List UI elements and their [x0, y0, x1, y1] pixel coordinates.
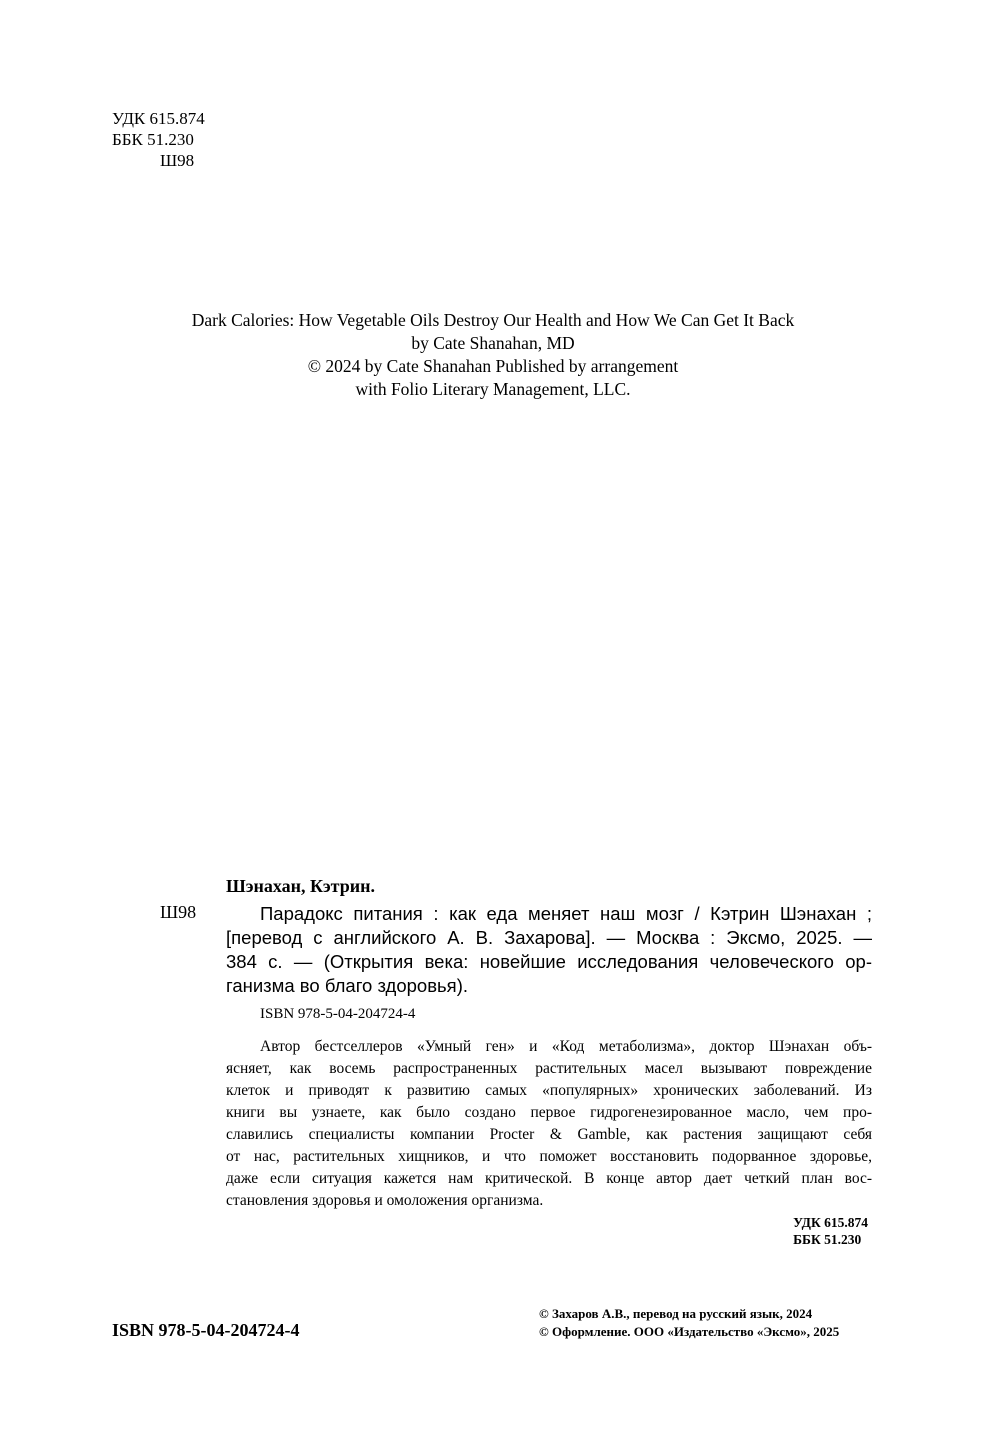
catalog-bbk: ББК 51.230: [793, 1232, 862, 1247]
annotation-line: клеток и приводят к развитию самых «популярных» хронических заболеваний. Из: [226, 1082, 872, 1099]
udk-code: УДК 615.874: [112, 109, 205, 128]
annotation-line: славились специалисты компании Procter & Gamble, как растения защищают себя: [226, 1126, 872, 1143]
annotation-line: от нас, растительных хищников, и что поможет восстановить подорванное здоровье,: [226, 1148, 872, 1165]
catalog-udk: УДК 615.874: [793, 1215, 868, 1230]
annotation-line: книги вы узнаете, как было создано первое гидрогенезированное масло, чем про-: [226, 1104, 872, 1121]
bbk-code: ББК 51.230: [112, 130, 194, 149]
catalog-author-code: Ш98: [160, 902, 197, 922]
author-sign-code: Ш98: [160, 151, 195, 170]
catalog-author-heading: Шэнахан, Кэтрин.: [226, 876, 375, 896]
annotation-line: ясняет, как восемь распространенных растительных масел вызывают повреждение: [226, 1060, 872, 1077]
annotation-line: Автор бестселлеров «Умный ген» и «Код метаболизма», доктор Шэнахан объ-: [260, 1038, 872, 1055]
description-line: ганизма во благо здоровья).: [226, 975, 468, 996]
annotation: [226, 1036, 872, 1212]
catalog-isbn: ISBN 978-5-04-204724-4: [260, 1006, 416, 1022]
classification-block: [112, 108, 205, 171]
description-line: Парадокс питания : как еда меняет наш мозг / Кэтрин Шэнахан ;: [260, 903, 872, 924]
original-author: by Cate Shanahan, MD: [411, 333, 575, 353]
original-title: Dark Calories: How Vegetable Oils Destroy Our Health and How We Can Get It Back: [191, 310, 795, 330]
catalog-description: [226, 902, 872, 998]
original-copyright: © 2024 by Cate Shanahan Published by arrangement: [307, 356, 679, 376]
literary-agency: with Folio Literary Management, LLC.: [355, 379, 631, 399]
footer-isbn: ISBN 978-5-04-204724-4: [112, 1320, 300, 1340]
footer-copyright: [539, 1305, 839, 1341]
copyright-design: © Оформление. ООО «Издательство «Эксмо», 2025: [539, 1324, 840, 1339]
description-line: [перевод с английского А. В. Захарова]. — Москва : Эксмо, 2025. —: [226, 927, 872, 948]
original-edition-info: [100, 309, 886, 401]
copyright-translation: © Захаров А.В., перевод на русский язык, 2024: [539, 1306, 813, 1321]
description-line: 384 с. — (Открытия века: новейшие исследования человеческого ор-: [226, 951, 872, 972]
annotation-line: становления здоровья и омоложения организма.: [226, 1192, 544, 1209]
catalog-classification: [793, 1214, 868, 1248]
annotation-line: даже если ситуация кажется нам критической. В конце автор дает четкий план вос-: [226, 1170, 872, 1187]
